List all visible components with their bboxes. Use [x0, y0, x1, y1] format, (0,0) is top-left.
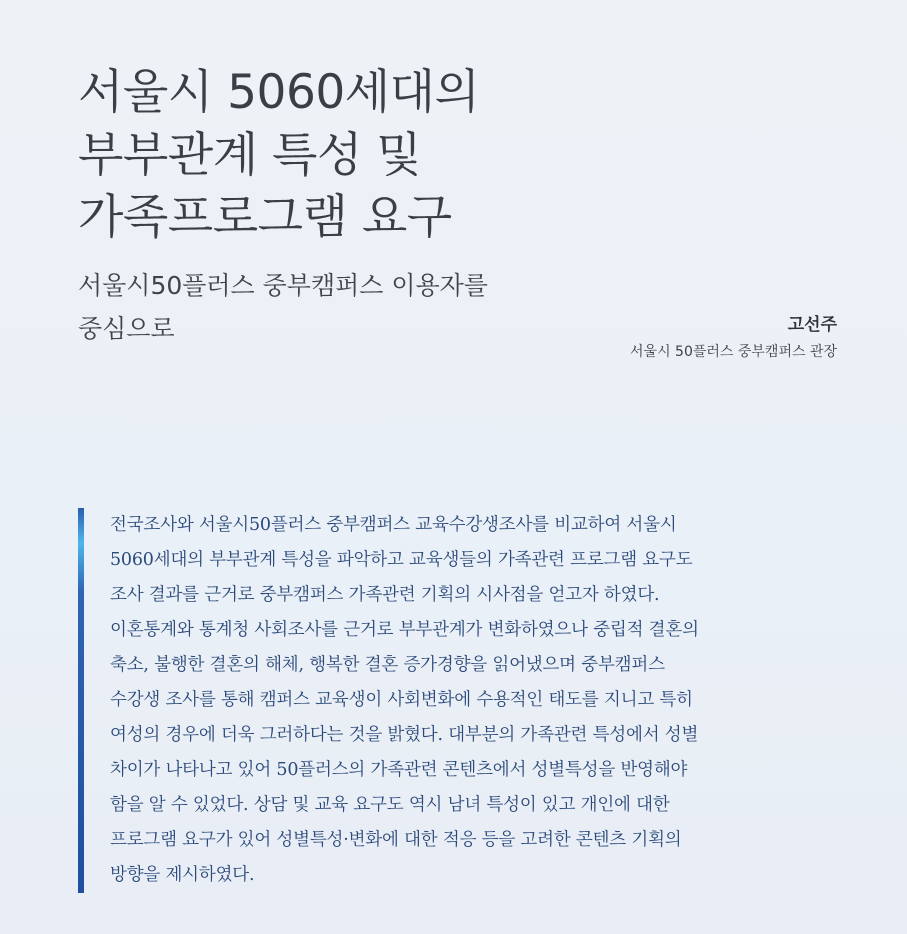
abstract-section: [78, 508, 838, 893]
page-title: 서울시 5060세대의 부부관계 특성 및 가족프로그램 요구: [78, 65, 480, 245]
author-affiliation: 서울시 50플러스 중부캠퍼스 관장: [630, 344, 837, 360]
author-name: 고선주: [787, 315, 837, 335]
title-block: [78, 62, 778, 351]
abstract-text: 전국조사와 서울시50플러스 중부캠퍼스 교육수강생조사를 비교하여 서울시 5060세대의 부부관계 특성을 파악하고 교육생들의 가족관련 프로그램 요구도 조사 결과를 근거로 중부캠퍼스 가족관련 기획의 시사점을 얻고자 하였다. 이혼통계와 통계청 사회조사를 근거로 부부관계가 변화하였으나 중립적 결혼의 축소, 불행한 결혼의 해체, 행복한 결혼 증가경향을 읽어냈으며 중부캠퍼스 수강생 조사를 통해 캠퍼스 교육생이 사회변화에 수용적인 태도를 지니고 특히 여성의 경우에 더욱 그러하다는 것을 밝혔다. 대부분의 가족관련 특성에서 성별 차이가 나타나고 있어 50플러스의 가족관련 콘텐츠에서 성별특성을 반영해야 함을 알 수 있었다. 상담 및 교육 요구도 역시 남녀 특성이 있고 개인에 대한 프로그램 요구가 있어 성별특성·변화에 대한 적응 등을 고려한 콘텐츠 기획의 방향을 제시하였다.: [110, 515, 699, 885]
page-subtitle: 서울시50플러스 중부캠퍼스 이용자를 중심으로: [78, 270, 488, 344]
abstract-accent-bar: [78, 508, 84, 893]
author-block: [630, 310, 837, 361]
